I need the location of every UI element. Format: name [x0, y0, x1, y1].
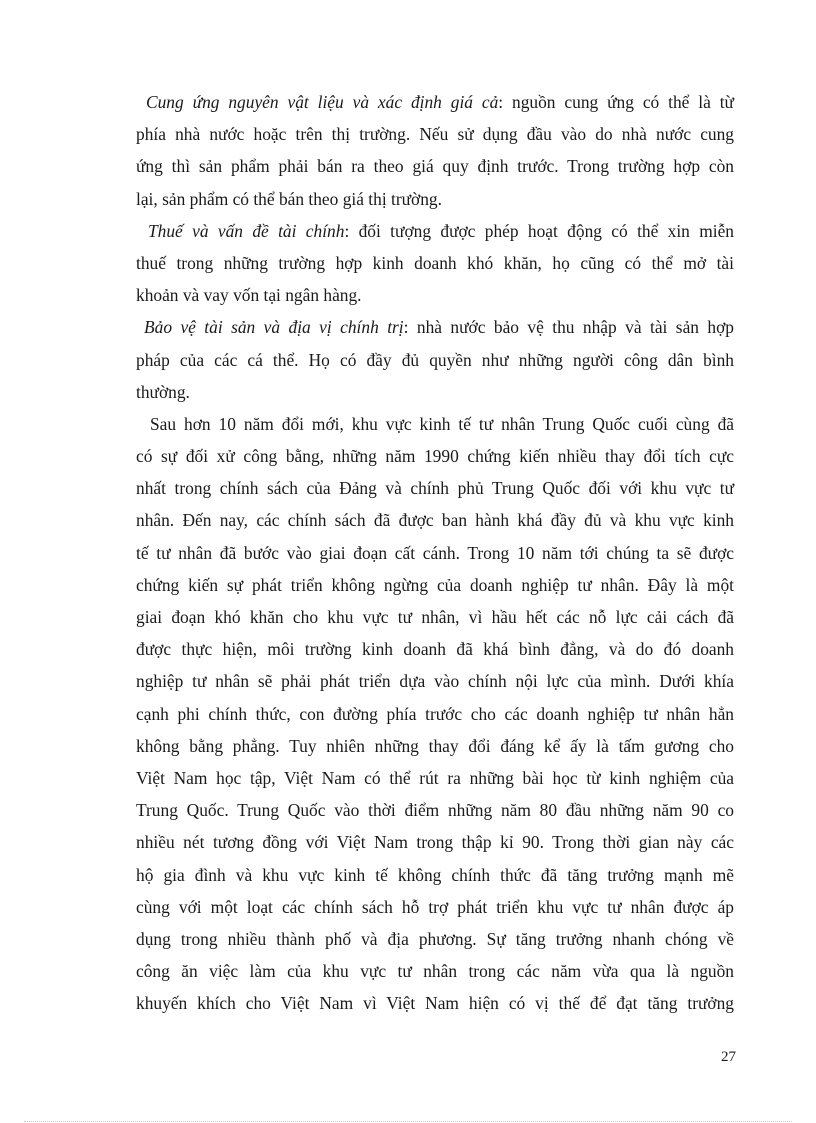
page-number: 27: [721, 1049, 736, 1065]
text-line: không bằng phẳng. Tuy nhiên những thay đổi đáng kể ấy là tấm gương cho: [136, 735, 734, 756]
text-line: cùng với một loạt các chính sách hỗ trợ phát triển khu vực tư nhân được áp: [136, 896, 734, 917]
text-line: Cung ứng nguyên vật liệu và xác định giá cả: nguồn cung ứng có thể là từ: [146, 92, 734, 112]
text-line: ứng thì sản phẩm phải bán ra theo giá quy định trước. Trong trường hợp còn: [136, 156, 734, 177]
text-line: tế tư nhân đã bước vào giai đoạn cất cánh. Trong 10 năm tới chúng ta sẽ được: [136, 542, 734, 563]
text-line: Bảo vệ tài sản và địa vị chính trị: nhà nước bảo vệ thu nhập và tài sản hợp: [144, 317, 734, 338]
text-line: công ăn việc làm của khu vực tư nhân trong các năm vừa qua là nguồn: [136, 961, 734, 982]
italic-lead: Thuế và vấn đề tài chính: [148, 220, 345, 241]
text-line: Thuế và vấn đề tài chính: đối tượng được phép hoạt động có thể xin miễn: [148, 220, 734, 241]
text-line: dụng trong nhiều thành phố và địa phương. Sự tăng trưởng nhanh chóng về: [136, 928, 734, 949]
text-line: khuyến khích cho Việt Nam vì Việt Nam hiện có vị thế để đạt tăng trưởng: [136, 993, 734, 1014]
text-line: thường.: [136, 381, 190, 402]
text-line: Sau hơn 10 năm đổi mới, khu vực kinh tế tư nhân Trung Quốc cuối cùng đã: [150, 413, 734, 434]
text-line: giai đoạn khó khăn cho khu vực tư nhân, vì hầu hết các nỗ lực cải cách đã: [136, 607, 734, 627]
text-line: cạnh phi chính thức, con đường phía trước cho các doanh nghiệp tư nhân hẳn: [136, 703, 734, 724]
page-bottom-divider: [24, 1121, 792, 1122]
text-line: hộ gia đình và khu vực kinh tế không chính thức đã tăng trưởng mạnh mẽ: [136, 864, 734, 885]
text-line: pháp của các cá thể. Họ có đầy đủ quyền như những người công dân bình: [136, 349, 734, 370]
body-text: [136, 86, 734, 1019]
text-line: được thực hiện, môi trường kinh doanh đã khá bình đẳng, và do đó doanh: [136, 639, 734, 660]
italic-lead: Cung ứng nguyên vật liệu và xác định giá cả: [146, 92, 499, 112]
text-line: chứng kiến sự phát triển không ngừng của doanh nghiệp tư nhân. Đây là một: [136, 574, 734, 595]
text-line: khoản và vay vốn tại ngân hàng.: [136, 285, 362, 306]
text-line: thuế trong những trường hợp kinh doanh khó khăn, họ cũng có thể mở tài: [136, 252, 734, 273]
text-line: Trung Quốc. Trung Quốc vào thời điểm những năm 80 đầu những năm 90 co: [136, 800, 734, 821]
text-line: phía nhà nước hoặc trên thị trường. Nếu sử dụng đầu vào do nhà nước cung: [136, 124, 734, 145]
text-line: nhất trong chính sách của Đảng và chính phủ Trung Quốc đối với khu vực tư: [136, 478, 734, 499]
text-line: nhiều nét tương đồng với Việt Nam trong thập kỉ 90. Trong thời gian này các: [136, 832, 734, 853]
italic-lead: Bảo vệ tài sản và địa vị chính trị: [144, 317, 404, 338]
text-line: có sự đối xử công bằng, những năm 1990 chứng kiến nhiều thay đổi tích cực: [136, 446, 734, 467]
text-line: Việt Nam học tập, Việt Nam có thể rút ra những bài học từ kinh nghiệm của: [136, 767, 734, 788]
text-line: lại, sản phẩm có thể bán theo giá thị trường.: [136, 188, 442, 209]
text-line: nghiệp tư nhân sẽ phải phát triển dựa vào chính nội lực của mình. Dưới khía: [136, 671, 734, 692]
text-line: nhân. Đến nay, các chính sách đã được ban hành khá đầy đủ và khu vực kinh: [136, 510, 734, 531]
